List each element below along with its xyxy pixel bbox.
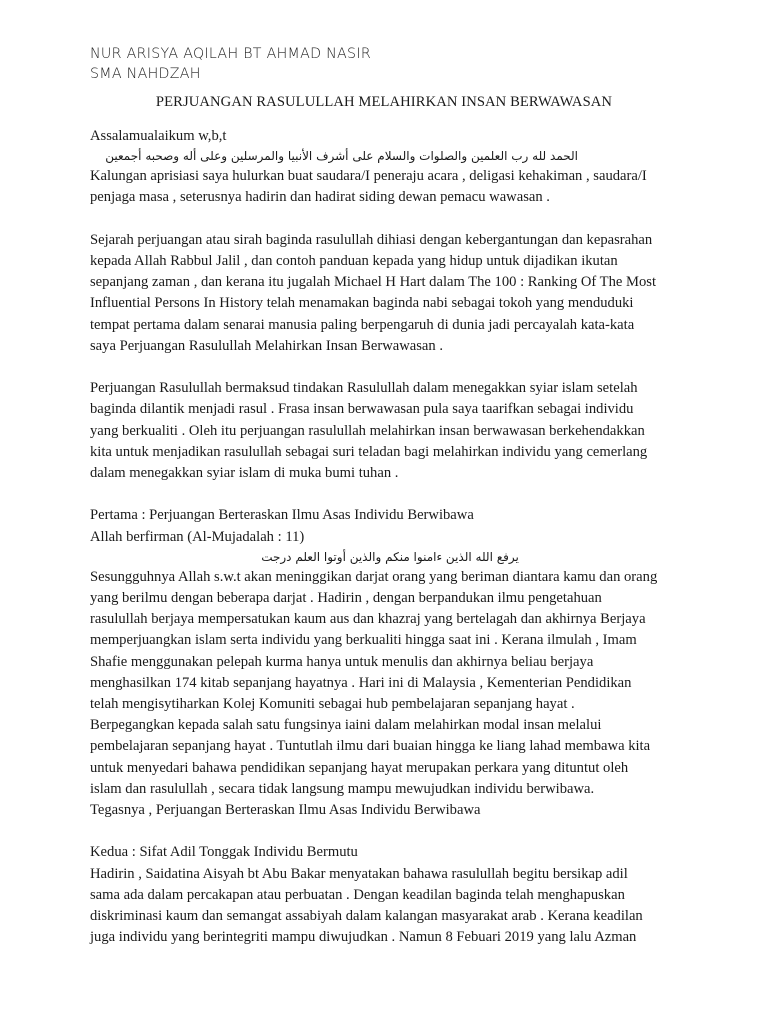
school-name: SMA NAHDZAH [90, 66, 201, 82]
section-second-point [90, 842, 690, 948]
text-line: dalam menegakkan syiar islam di muka bumi tuhan . [90, 465, 399, 482]
text-line: saya Perjuangan Rasulullah Melahirkan Insan Berwawasan . [90, 337, 443, 354]
essay-title: PERJUANGAN RASULULLAH MELAHIRKAN INSAN BERWAWASAN [155, 94, 613, 110]
text-line: islam dan rasulullah , secara tidak langsung mampu mewujudkan individu berwibawa. [90, 780, 595, 797]
text-line: yang berilmu dengan beberapa darjat . Hadirin , dengan berpandukan ilmu pengetahuan [90, 590, 602, 607]
text-line: pembelajaran sepanjang hayat . Tuntutlah ilmu dari buaian hingga ke liang lahad membawa kita [90, 738, 651, 755]
text-line: Hadirin , Saidatina Aisyah bt Abu Bakar menyatakan bahawa rasulullah begitu bersikap adil [90, 865, 628, 882]
author-name: NUR ARISYA AQILAH BT AHMAD NASIR [90, 46, 372, 62]
text-line: diskriminasi kaum dan semangat assabiyah dalam kalangan masyarakat arab . Kerana keadilan [90, 908, 643, 925]
text-line: Perjuangan Rasulullah bermaksud tindakan Rasulullah dalam menegakkan syiar islam setelah [90, 380, 638, 397]
text-line: rasulullah berjaya mempersatukan kaum aus dan khazraj yang bertelagah dan akhirnya Berjaya [90, 611, 646, 628]
text-line: menghasilkan 174 kitab sepanjang hayatnya . Hari ini di Malaysia , Kementerian Pendidikan [90, 674, 632, 691]
text-line: tempat pertama dalam senarai manusia paling berpengaruh di dunia jadi percayalah kata-kata [90, 316, 635, 333]
text-line: Sejarah perjuangan atau sirah baginda rasulullah dihiasi dengan kebergantungan dan kepasrahan [90, 231, 653, 248]
text-line: Berpegangkan kepada salah satu fungsinya iaini dalam melahirkan modal insan melalui [90, 717, 602, 734]
text-line: Kalungan aprisiasi saya hulurkan buat saudara/I peneraju acara , deligasi kehakiman , saudara/I [90, 168, 647, 185]
text-line: kita untuk menjadikan rasulullah sebagai suri teladan bagi melahirkan individu yang cemerlang [90, 443, 648, 460]
text-line: penjaga masa , seterusnya hadirin dan hadirat siding dewan pemacu wawasan . [90, 189, 550, 206]
text-line: sepanjang zaman , dan kerana itu jugalah Michael H Hart dalam The 100 : Ranking Of The Most [90, 274, 657, 291]
salutation: Assalamualaikum w,b,t [90, 128, 227, 144]
text-line: Tegasnya , Perjuangan Berteraskan Ilmu Asas Individu Berwibawa [90, 802, 481, 819]
text-line: juga individu yang berintegriti mampu diwujudkan . Namun 8 Febuari 2019 yang lalu Azman [90, 929, 637, 946]
text-line: sama ada dalam percakapan atau perbuatan . Dengan keadilan baginda telah menghapuskan [90, 886, 625, 903]
text-line: Sesungguhnya Allah s.w.t akan meninggikan darjat orang yang beriman diantara kamu dan orang [90, 568, 658, 585]
text-line: Influential Persons In History telah menamakan baginda nabi sebagai tokoh yang menduduki [90, 295, 634, 312]
text-line: telah mengisytiharkan Kolej Komuniti sebagai hub pembelajaran sepanjang hayat . [90, 696, 575, 713]
text-line: baginda dilantik menjadi rasul . Frasa insan berwawasan pula saya taarifkan sebagai individu [90, 401, 634, 418]
text-line: yang berkualiti . Oleh itu perjuangan rasulullah melahirkan insan berwawasan berkehendakkan [90, 422, 645, 439]
section-heading: Kedua : Sifat Adil Tonggak Individu Bermutu [90, 844, 358, 861]
author-block [90, 44, 371, 84]
text-line: memperjuangkan islam serta individu yang berkualiti hingga saat ini . Kerana ilmulah , Imam [90, 632, 637, 649]
text-line: untuk menyedari bahawa pendidikan sepanjang hayat merupakan perkara yang dituntut oleh [90, 759, 629, 776]
paragraph-history [90, 230, 690, 357]
verse-reference: Allah berfirman (Al-Mujadalah : 11) [90, 528, 305, 545]
paragraph-intro [90, 166, 690, 208]
arabic-verse: يرفع الله الذين ءامنوا منكم والذين أوتوا العلم درجت [261, 549, 519, 564]
essay-body [90, 126, 690, 948]
arabic-opening: الحمد لله رب العلمين والصلوات والسلام على أشرف الأنبيا والمرسلين وعلى أله وصحبه أجمعين [105, 149, 578, 164]
text-line: Shafie menggunakan pelepah kurma hanya untuk menulis dan akhirnya beliau berjaya [90, 653, 594, 670]
section-first-point [90, 505, 690, 821]
text-line: kepada Allah Rabbul Jalil , dan contoh panduan kepada yang hidup untuk dijadikan ikutan [90, 253, 618, 269]
section-heading: Pertama : Perjuangan Berteraskan Ilmu Asas Individu Berwibawa [90, 507, 474, 524]
paragraph-definition [90, 378, 690, 484]
